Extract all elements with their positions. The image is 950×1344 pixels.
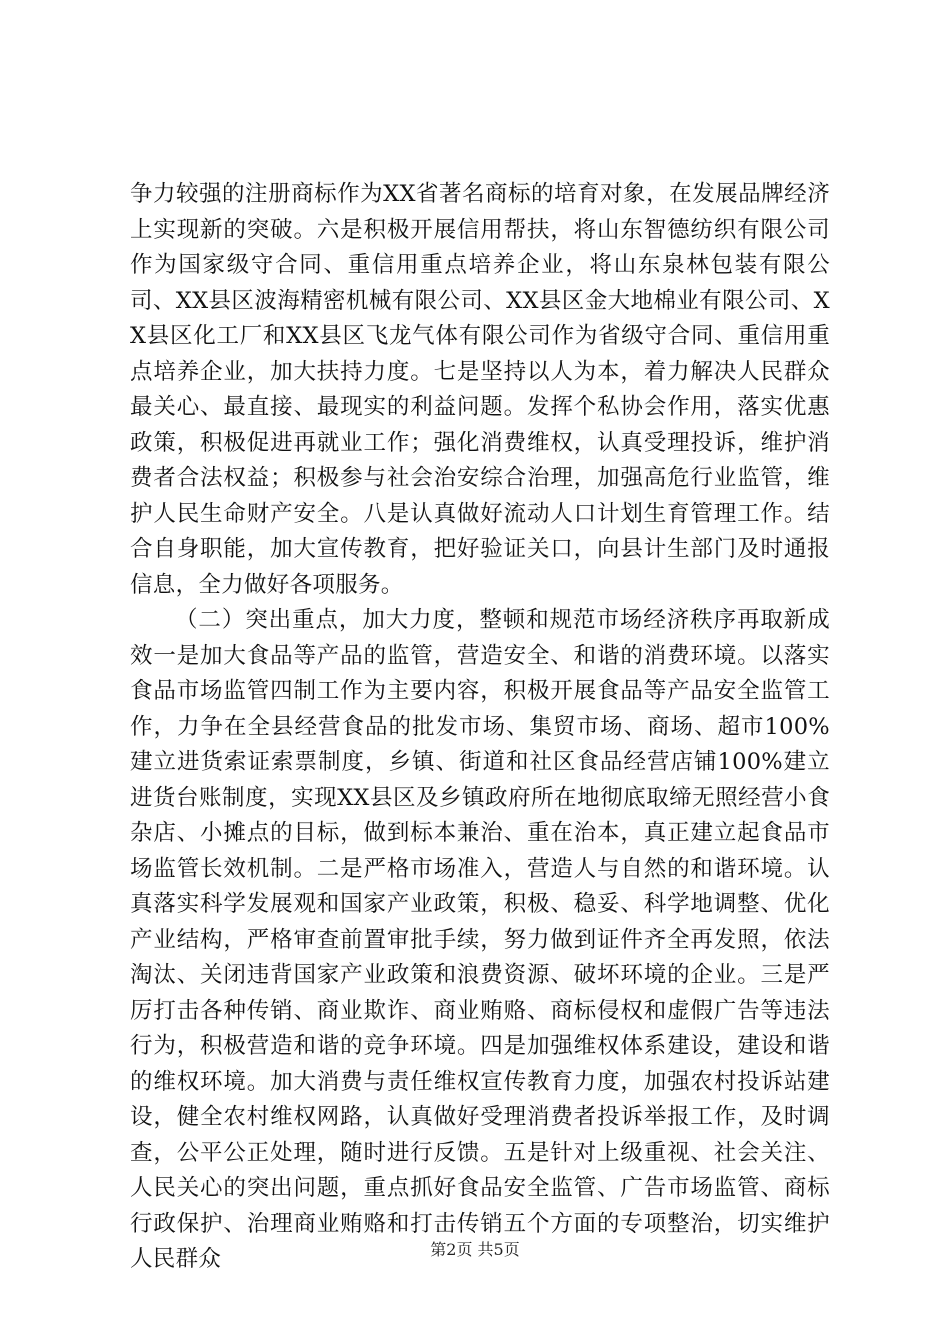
body-paragraph: 争力较强的注册商标作为XX省著名商标的培育对象，在发展品牌经济上实现新的突破。六是积极开展信用帮扶，将山东智德纺织有限公司作为国家级守合同、重信用重点培养企业，将山东泉林包装有限公司、XX县区波海精密机械有限公司、XX县区金大地棉业有限公司、XX县区化工厂和XX县区飞龙气体有限公司作为省级守合同、重信用重点培养企业，加大扶持力度。七是坚持以人为本，着力解决人民群众最关心、最直接、最现实的利益问题。发挥个私协会作用，落实优惠政策，积极促进再就业工作；强化消费维权，认真受理投诉，维护消费者合法权益；积极参与社会治安综合治理，加强高危行业监管，维护人民生命财产安全。八是认真做好流动人口计划生育管理工作。结合自身职能，加大宣传教育，把好验证关口，向县计生部门及时通报信息，全力做好各项服务。 bbox=[130, 181, 830, 598]
document-body bbox=[130, 177, 830, 1278]
page-number-footer: 第2页 共5页 bbox=[430, 1240, 520, 1259]
body-paragraph-section-two: （二）突出重点，加大力度，整顿和规范市场经济秩序再取新成效一是加大食品等产品的监管，营造安全、和谐的消费环境。以落实食品市场监管四制工作为主要内容，积极开展食品等产品安全监管工作，力争在全县经营食品的批发市场、集贸市场、商场、超市100%建立进货索证索票制度，乡镇、街道和社区食品经营店铺100%建立进货台账制度，实现XX县区及乡镇政府所在地彻底取缔无照经营小食杂店、小摊点的目标，做到标本兼治、重在治本，真正建立起食品市场监管长效机制。二是严格市场准入，营造人与自然的和谐环境。认真落实科学发展观和国家产业政策，积极、稳妥、科学地调整、优化产业结构，严格审查前置审批手续，努力做到证件齐全再发照，依法淘汰、关闭违背国家产业政策和浪费资源、破坏环境的企业。三是严厉打击各种传销、商业欺诈、商业贿赂、商标侵权和虚假广告等违法行为，积极营造和谐的竞争环境。四是加强维权体系建设，建设和谐的维权环境。加大消费与责任维权宣传教育力度，加强农村投诉站建设，健全农村维权网路，认真做好受理消费者投诉举报工作，及时调查，公平公正处理，随时进行反馈。五是针对上级重视、社会关注、人民关心的突出问题，重点抓好食品安全监管、广告市场监管、商标行政保护、治理商业贿赂和打击传销五个方面的专项整治，切实维护人民群众 bbox=[130, 607, 830, 1272]
